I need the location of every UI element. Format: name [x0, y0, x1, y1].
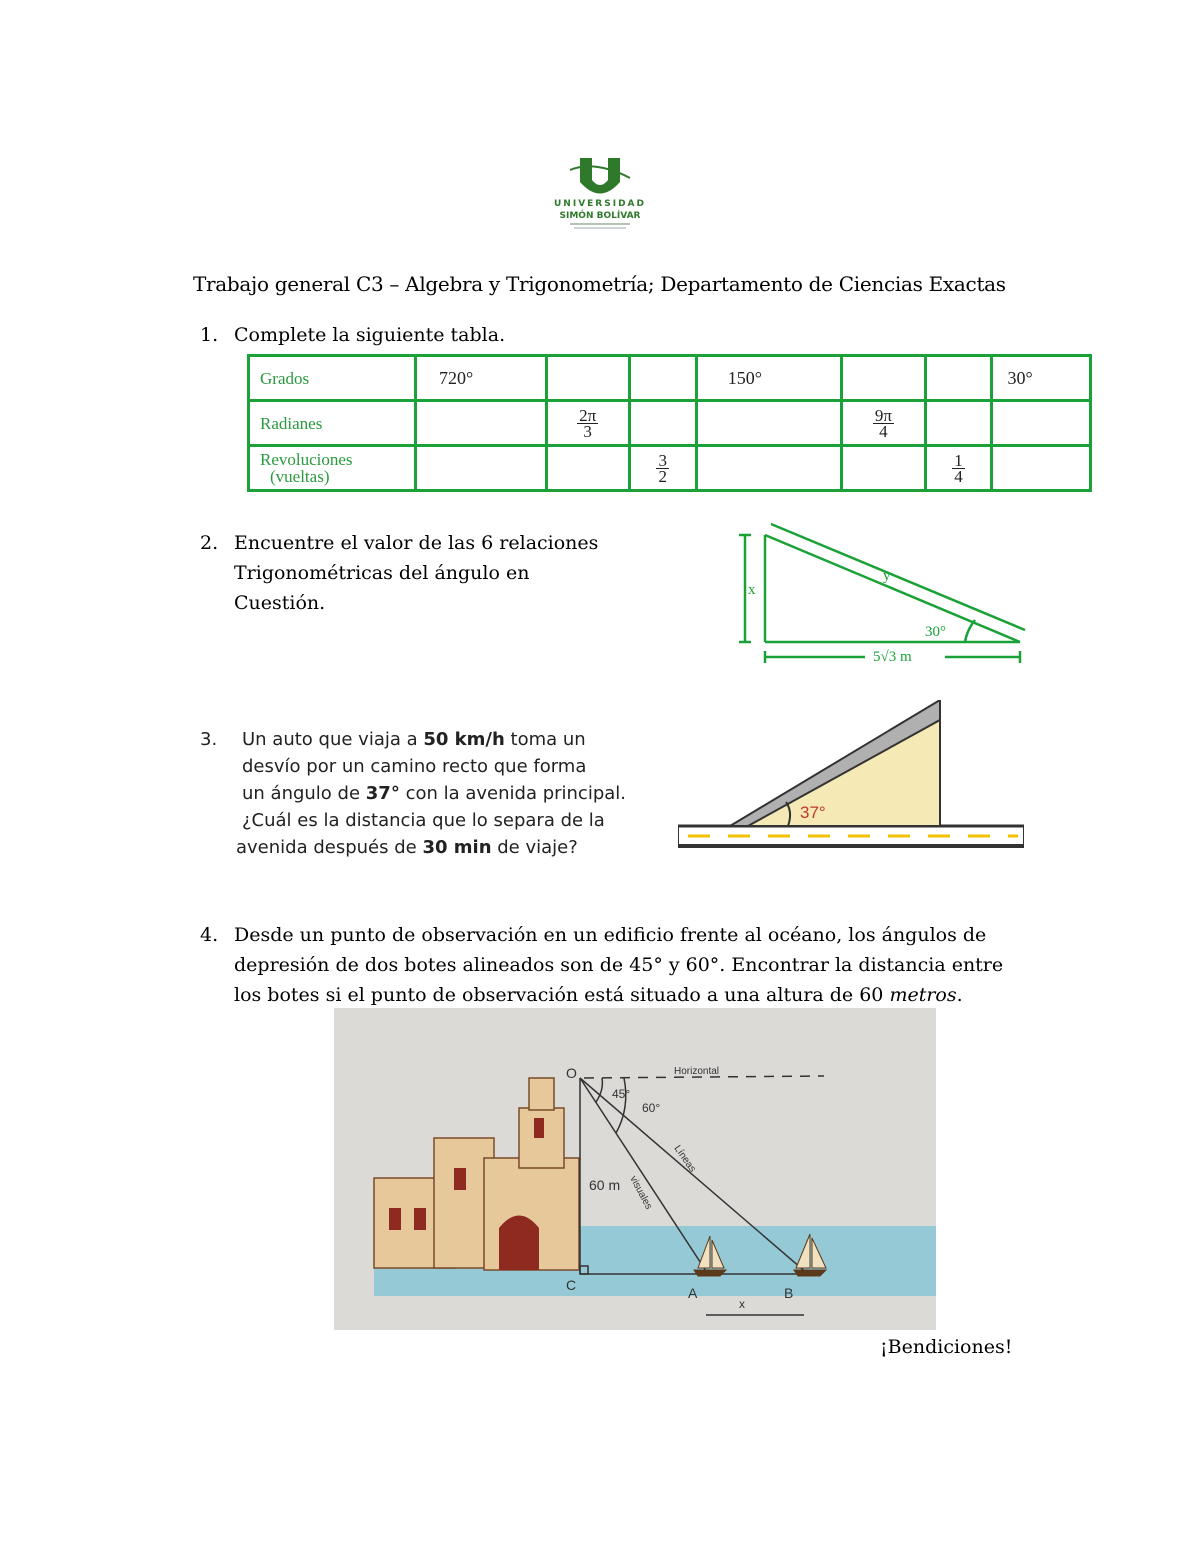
cell-grados-3	[629, 356, 696, 401]
label-angle-60: 60°	[642, 1101, 661, 1115]
label-visuales: visuales	[627, 1174, 655, 1212]
cell-radianes-2	[546, 401, 629, 446]
cell-rev-6	[925, 446, 992, 491]
cell-rev-7	[992, 446, 1091, 491]
cell-rev-5	[842, 446, 925, 491]
question-1-text: Complete la siguiente tabla.	[234, 324, 506, 346]
cell-rev-4	[696, 446, 842, 491]
cell-radianes-3	[629, 401, 696, 446]
fraction: $\frac{9\pi}{4}$	[874, 405, 892, 441]
cell-radianes-6	[925, 401, 992, 446]
cell-grados-1: 720°	[416, 356, 547, 401]
label-o: O	[566, 1065, 577, 1081]
row-revoluciones	[249, 446, 1091, 491]
question-2-number: 2.	[200, 532, 219, 554]
right-triangle-figure	[735, 520, 1035, 665]
label-base: 5√3 m	[873, 649, 912, 665]
question-3: 3. Un auto que viaja a 50 km/h toma un desvío por un camino recto que forma un ángulo de 37° con la avenida principal. ¿Cuál es la distancia que lo separa de la avenida después de 30 min de viaje?	[200, 729, 627, 858]
label-x: x	[748, 582, 756, 598]
question-1	[200, 320, 505, 350]
cell-radianes-4	[696, 401, 842, 446]
cell-rev-1	[416, 446, 547, 491]
cell-grados-6	[925, 356, 992, 401]
cell-radianes-1	[416, 401, 547, 446]
label-c: C	[566, 1277, 577, 1293]
conversion-table	[247, 354, 1092, 492]
label-grados: Grados	[249, 356, 416, 401]
row-grados	[249, 356, 1091, 401]
row-radianes	[249, 401, 1091, 446]
cell-radianes-5	[842, 401, 925, 446]
fraction: $\frac{3}{2}$	[658, 450, 667, 486]
road-detour-figure	[678, 700, 1024, 852]
label-y: y	[883, 568, 891, 584]
question-2: 2. Encuentre el valor de las 6 relaciones Trigonométricas del ángulo en Cuestión.	[200, 528, 598, 618]
label-lineas: Líneas	[671, 1143, 698, 1175]
label-angle-30: 30°	[925, 624, 946, 640]
fraction: $\frac{2\pi}{3}$	[579, 405, 597, 441]
label-angle-37: 37°	[800, 803, 826, 822]
cell-rev-2	[546, 446, 629, 491]
label-radianes: Radianes	[249, 401, 416, 446]
question-1-number: 1.	[200, 324, 219, 346]
page-title: Trabajo general C3 – Algebra y Trigonometría; Departamento de Ciencias Exactas	[193, 272, 1006, 296]
university-logo	[540, 150, 660, 240]
label-a: A	[688, 1285, 698, 1301]
label-horizontal: Horizontal	[674, 1066, 720, 1077]
cell-radianes-7	[992, 401, 1091, 446]
label-revoluciones: Revoluciones (vueltas)	[249, 446, 416, 491]
closing-blessing: ¡Bendiciones!	[880, 1336, 1013, 1358]
logo-line2: SIMÓN BOLÍVAR	[559, 211, 641, 221]
cell-grados-5	[842, 356, 925, 401]
logo-line1: UNIVERSIDAD	[554, 199, 646, 209]
question-4: 4. Desde un punto de observación en un edificio frente al océano, los ángulos de depresión de dos botes alineados son de 45° y 60°. Encontrar la distancia entre los botes si el punto de observación está situado a una altura de 60 metros.	[200, 924, 1004, 1006]
cell-rev-3	[629, 446, 696, 491]
fraction: $\frac{1}{4}$	[954, 450, 963, 486]
label-angle-45: 45°	[612, 1087, 631, 1101]
label-dist-x: x	[739, 1297, 745, 1311]
label-b: B	[784, 1285, 794, 1301]
label-height: 60 m	[589, 1177, 621, 1193]
cell-grados-4: 150°	[696, 356, 842, 401]
cell-grados-2	[546, 356, 629, 401]
lighthouse-boats-figure	[334, 1008, 936, 1330]
cell-grados-7: 30°	[992, 356, 1091, 401]
